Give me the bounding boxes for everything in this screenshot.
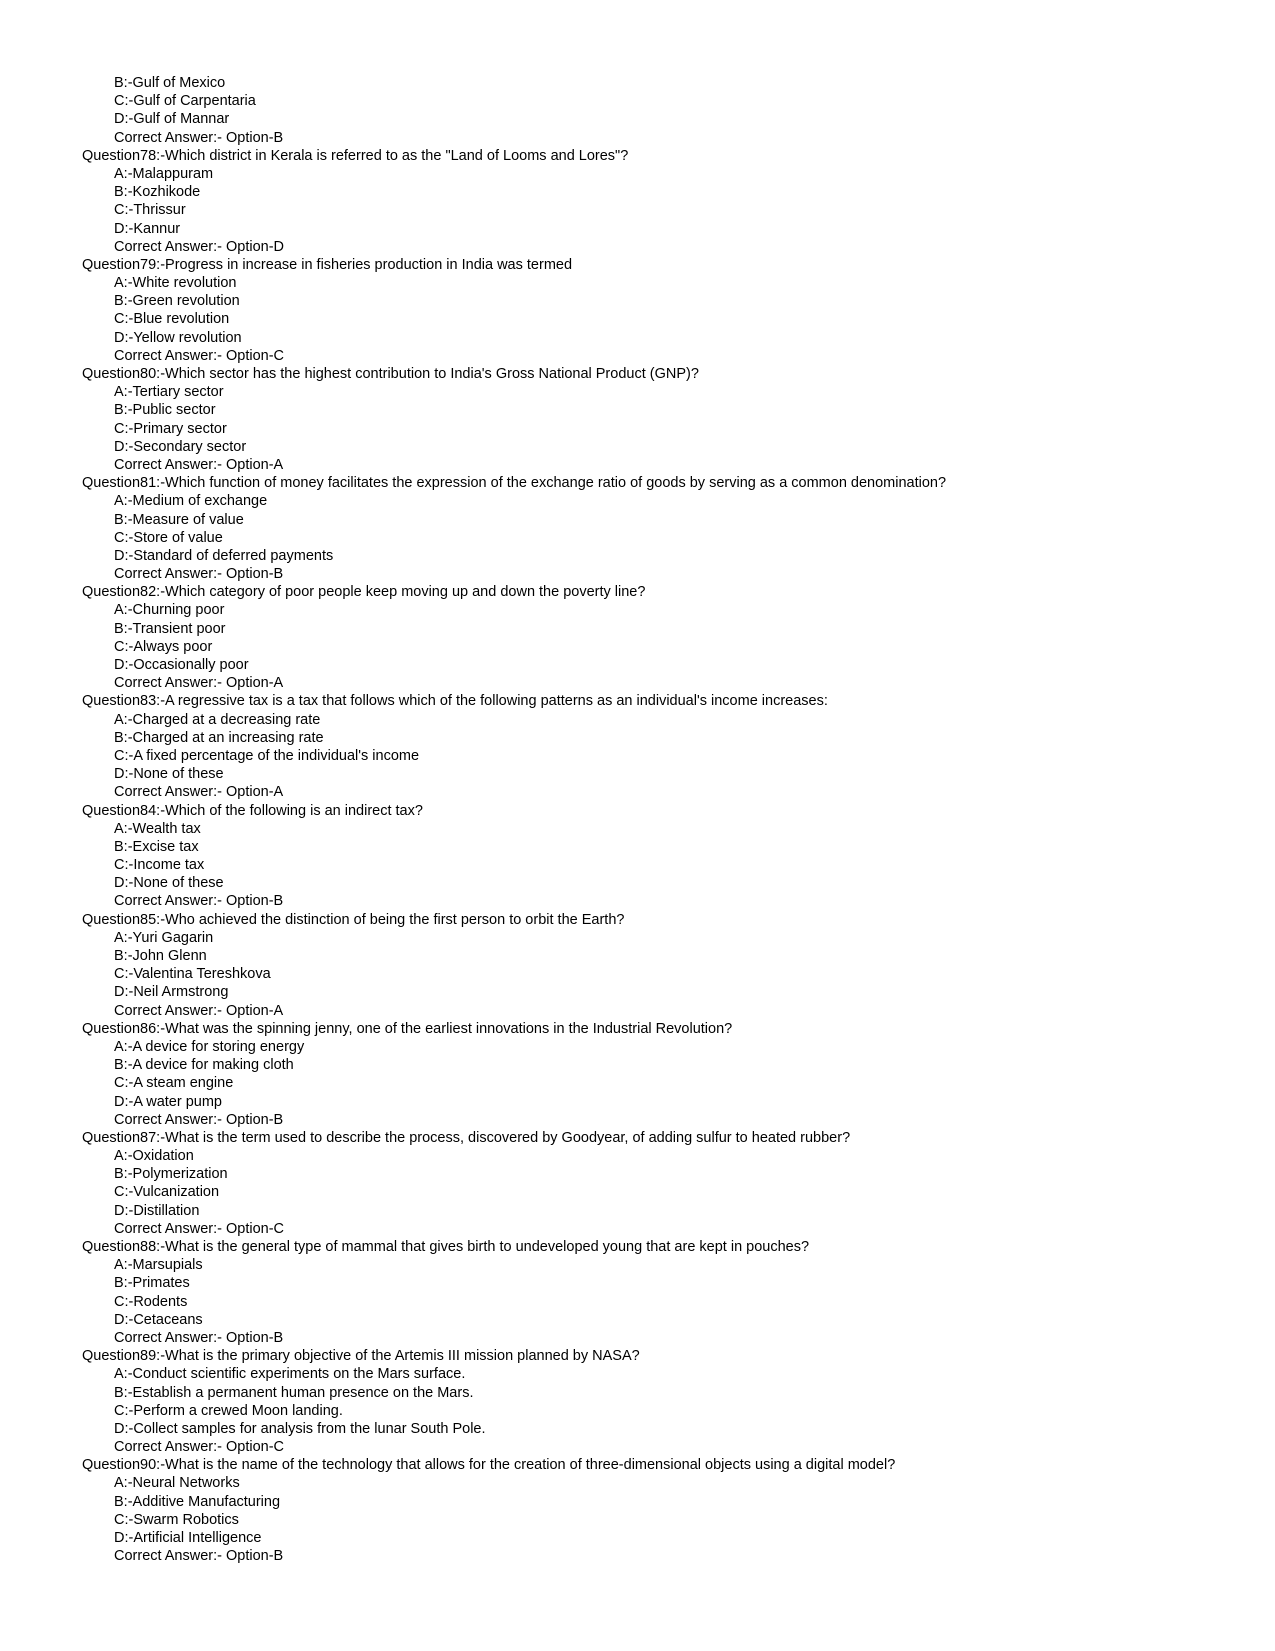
option-line: B:-Polymerization — [114, 1166, 228, 1183]
option-line: B:-Green revolution — [114, 293, 240, 310]
option-line: B:-Establish a permanent human presence on the Mars. — [114, 1384, 474, 1401]
question-block — [82, 1456, 1232, 1565]
correct-answer-line: Correct Answer:- Option-A — [114, 1002, 284, 1019]
correct-answer-line: Correct Answer:- Option-A — [114, 456, 284, 473]
option-line: B:-Transient poor — [114, 620, 226, 637]
option-line: C:-Blue revolution — [114, 311, 230, 328]
option-line: A:-Wealth tax — [114, 820, 201, 837]
correct-answer-line: Correct Answer:- Option-A — [114, 675, 284, 692]
option-line: C:-Valentina Tereshkova — [114, 966, 271, 983]
option-line: C:-Thrissur — [114, 202, 186, 219]
option-line: D:-Yellow revolution — [114, 329, 242, 346]
correct-answer-line: Correct Answer:- Option-B — [114, 893, 284, 910]
question-block — [82, 147, 1232, 256]
option-line: A:-Charged at a decreasing rate — [114, 711, 321, 728]
option-line: A:-Oxidation — [114, 1148, 194, 1165]
question-text: Question88:-What is the general type of mammal that gives birth to undeveloped young that are kept in pouches? — [82, 1239, 810, 1255]
question-block — [82, 256, 1232, 365]
question-text: Question79:-Progress in increase in fisheries production in India was termed — [82, 256, 573, 273]
question-list — [82, 147, 1232, 1566]
option-line: D:-Distillation — [114, 1202, 200, 1219]
correct-answer-line: Correct Answer:- Option-B — [114, 1329, 284, 1346]
question-block — [82, 1020, 1232, 1129]
option-line: D:-Gulf of Mannar — [114, 111, 230, 128]
correct-answer-line: Correct Answer:- Option-B — [114, 1111, 284, 1128]
question-block — [82, 1238, 1232, 1347]
option-line: B:-Primates — [114, 1275, 190, 1292]
option-line: B:-Additive Manufacturing — [114, 1493, 281, 1510]
option-line: D:-Artificial Intelligence — [114, 1530, 262, 1546]
option-line: A:-Malappuram — [114, 165, 214, 182]
question-text: Question85:-Who achieved the distinction of being the first person to orbit the Earth? — [82, 911, 625, 928]
option-line: D:-Kannur — [114, 220, 181, 237]
option-line: D:-None of these — [114, 766, 224, 783]
option-line: B:-Excise tax — [114, 838, 199, 855]
question-block — [82, 474, 1232, 583]
option-line: D:-Secondary sector — [114, 438, 247, 455]
question-block — [82, 692, 1232, 801]
option-line: B:-Charged at an increasing rate — [114, 729, 324, 746]
question-document — [82, 74, 1232, 1565]
option-line: C:-Rodents — [114, 1293, 188, 1310]
option-line: B:-Public sector — [114, 402, 216, 419]
question-block — [82, 365, 1232, 474]
option-line: A:-Yuri Gagarin — [114, 929, 214, 946]
correct-answer-line: Correct Answer:- Option-C — [114, 347, 285, 364]
option-line: B:-Kozhikode — [114, 184, 201, 201]
option-line: C:-Perform a crewed Moon landing. — [114, 1402, 343, 1419]
option-line: C:-A fixed percentage of the individual's income — [114, 747, 420, 764]
correct-answer-line: Correct Answer:- Option-C — [114, 1220, 285, 1237]
option-line: B:-Measure of value — [114, 511, 244, 528]
option-line: A:-Neural Networks — [114, 1475, 240, 1492]
question-text: Question80:-Which sector has the highest contribution to India's Gross National Product (GNP)? — [82, 366, 699, 382]
correct-answer-line: Correct Answer:- Option-B — [114, 566, 284, 583]
question-text: Question87:-What is the term used to describe the process, discovered by Goodyear, of adding sulfur to heated rubber? — [82, 1129, 851, 1146]
correct-answer-line: Correct Answer:- Option-C — [114, 1439, 285, 1456]
option-line: A:-Tertiary sector — [114, 384, 224, 401]
option-line: A:-A device for storing energy — [114, 1038, 305, 1055]
option-line: A:-Conduct scientific experiments on the Mars surface. — [114, 1366, 466, 1383]
option-line: C:-Primary sector — [114, 420, 227, 437]
option-line: D:-Collect samples for analysis from the lunar South Pole. — [114, 1420, 486, 1437]
option-line: C:-A steam engine — [114, 1075, 234, 1092]
carryover-block — [82, 74, 1232, 147]
option-line: D:-Cetaceans — [114, 1311, 203, 1328]
option-line: A:-White revolution — [114, 275, 237, 292]
question-text: Question90:-What is the name of the technology that allows for the creation of three-dimensional objects using a digital model? — [82, 1457, 896, 1474]
question-text: Question84:-Which of the following is an indirect tax? — [82, 802, 423, 819]
question-text: Question86:-What was the spinning jenny, one of the earliest innovations in the Industrial Revolution? — [82, 1020, 733, 1037]
option-line: D:-None of these — [114, 875, 224, 892]
option-line: A:-Medium of exchange — [114, 493, 268, 510]
option-line: B:-A device for making cloth — [114, 1057, 294, 1074]
option-line: D:-Neil Armstrong — [114, 984, 229, 1001]
option-line: A:-Churning poor — [114, 602, 225, 619]
option-line: D:-Standard of deferred payments — [114, 547, 334, 564]
correct-answer-line: Correct Answer:- Option-B — [114, 1548, 284, 1565]
option-line: C:-Income tax — [114, 857, 205, 874]
option-line: C:-Always poor — [114, 638, 213, 655]
question-text: Question83:-A regressive tax is a tax that follows which of the following patterns as an individual's income increases: — [82, 693, 828, 710]
option-line: D:-A water pump — [114, 1093, 222, 1110]
question-block — [82, 911, 1232, 1020]
option-line: C:-Vulcanization — [114, 1184, 220, 1201]
question-text: Question78:-Which district in Kerala is referred to as the "Land of Looms and Lores"? — [82, 147, 629, 164]
option-line: B:-Gulf of Mexico — [114, 75, 226, 91]
question-text: Question82:-Which category of poor people keep moving up and down the poverty line? — [82, 584, 646, 601]
question-block — [82, 802, 1232, 911]
correct-answer-line: Correct Answer:- Option-A — [114, 784, 284, 801]
question-block — [82, 1347, 1232, 1456]
option-line: D:-Occasionally poor — [114, 657, 249, 673]
option-line: B:-John Glenn — [114, 948, 207, 964]
option-line: C:-Store of value — [114, 529, 223, 546]
question-text: Question81:-Which function of money facilitates the expression of the exchange ratio of goods by serving as a common denomination? — [82, 475, 947, 492]
question-text: Question89:-What is the primary objective of the Artemis III mission planned by NASA? — [82, 1348, 640, 1365]
option-line: C:-Swarm Robotics — [114, 1511, 239, 1528]
question-block — [82, 583, 1232, 692]
correct-answer-line: Correct Answer:- Option-D — [114, 238, 285, 255]
option-line: A:-Marsupials — [114, 1257, 203, 1274]
correct-answer-line: Correct Answer:- Option-B — [114, 129, 284, 146]
option-line: C:-Gulf of Carpentaria — [114, 93, 256, 110]
question-block — [82, 1129, 1232, 1238]
